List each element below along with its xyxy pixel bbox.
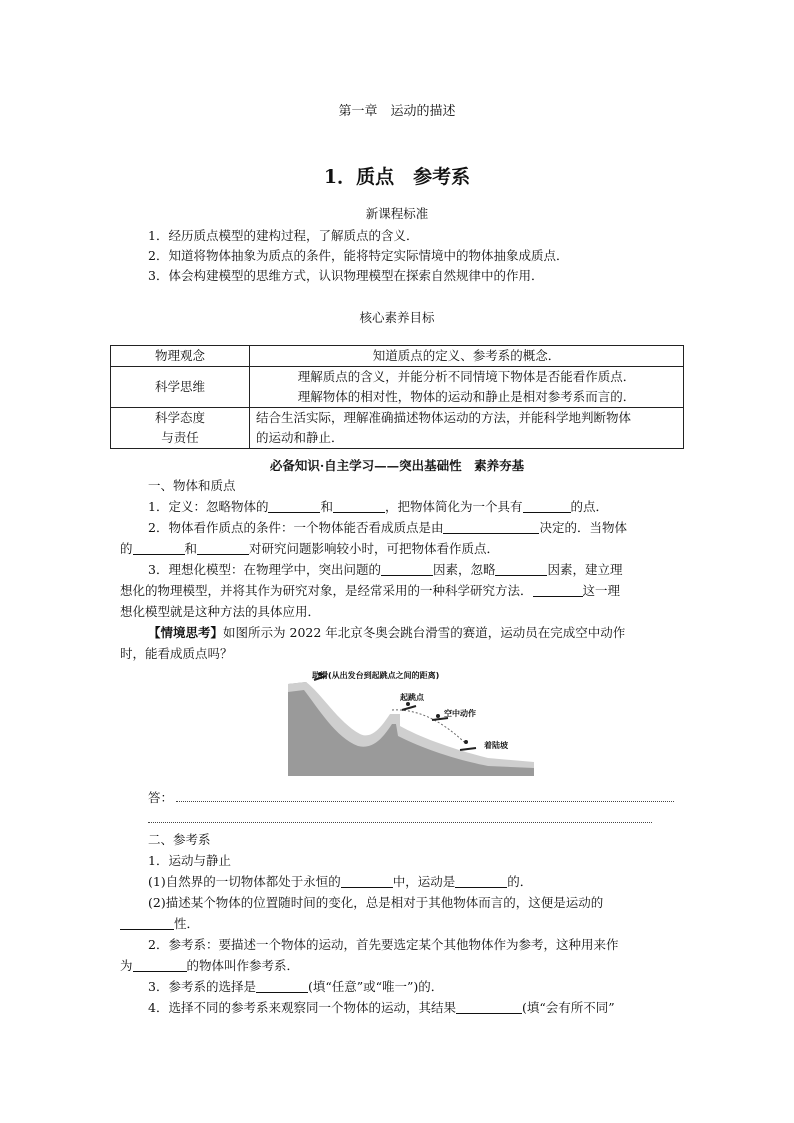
table-cell-key: 物理观念 bbox=[111, 346, 250, 367]
fill-blank[interactable] bbox=[495, 563, 547, 576]
text-line: 想化的物理模型，并将其作为研究对象，是经常采用的一种科学研究方法． 这一理 bbox=[120, 583, 621, 598]
fill-blank[interactable] bbox=[197, 542, 249, 555]
fill-blank[interactable] bbox=[381, 563, 433, 576]
fill-blank[interactable] bbox=[268, 500, 320, 513]
standard-item: 1．经历质点模型的建构过程，了解质点的含义． bbox=[148, 228, 419, 243]
standard-item: 2．知道将物体抽象为质点的条件，能将特定实际情境中的物体抽象成质点． bbox=[148, 248, 569, 263]
fill-blank[interactable] bbox=[455, 875, 507, 888]
core-goals-table bbox=[110, 345, 684, 449]
standards-heading: 新课程标准 bbox=[365, 206, 429, 221]
fill-blank[interactable] bbox=[443, 521, 539, 534]
text-line: (2)描述某个物体的位置随时间的变化，总是相对于其他物体而言的，这便是运动的 bbox=[148, 895, 604, 910]
text-line: 的 和 对研究问题影响较小时，可把物体看作质点． bbox=[120, 541, 500, 556]
table-cell-value: 知道质点的定义、参考系的概念． bbox=[250, 346, 684, 367]
standard-item: 3．体会构建模型的思维方式，认识物理模型在探索自然规律中的作用． bbox=[148, 268, 544, 283]
answer-line[interactable] bbox=[148, 822, 652, 823]
fill-blank[interactable] bbox=[120, 917, 174, 930]
fill-blank[interactable] bbox=[333, 500, 385, 513]
section-title: 1．质点 参考系 bbox=[323, 166, 471, 188]
table-row bbox=[111, 346, 684, 367]
text-line: 3．理想化模型：在物理学中，突出问题的 因素，忽略 因素，建立理 bbox=[148, 562, 623, 577]
text-line: 1．运动与静止 bbox=[148, 853, 231, 868]
cell-line: 结合生活实际，理解准确描述物体运动的方法，并能科学地判断物体 bbox=[256, 410, 632, 425]
fill-blank[interactable] bbox=[133, 959, 187, 972]
fill-blank[interactable] bbox=[133, 542, 185, 555]
fill-blank[interactable] bbox=[523, 500, 571, 513]
part2-heading: 二、参考系 bbox=[148, 832, 211, 847]
fill-blank[interactable] bbox=[341, 875, 393, 888]
scenario-tag: 【情境思考】 bbox=[148, 625, 224, 640]
cell-line: 的运动和静止． bbox=[256, 430, 344, 445]
text-line: 1．定义：忽略物体的 和 ，把物体简化为一个具有 的点． bbox=[148, 499, 609, 514]
answer-label: 答： bbox=[148, 790, 174, 805]
text-line: 4．选择不同的参考系来观察同一个物体的运动，其结果 (填“会有所不同” bbox=[148, 1000, 615, 1015]
chapter-title: 第一章 运动的描述 bbox=[338, 104, 456, 119]
text-line: 想化模型就是这种方法的具体应用． bbox=[120, 604, 321, 619]
cell-line: 科学态度 bbox=[154, 410, 205, 425]
label-air: 空中动作 bbox=[444, 709, 476, 718]
table-row bbox=[111, 367, 684, 408]
cell-line: 与责任 bbox=[161, 430, 199, 445]
answer-line[interactable] bbox=[176, 801, 674, 802]
section-banner: 必备知识·自主学习——突出基础性 素养夯基 bbox=[269, 458, 525, 473]
cell-line: 理解质点的含义，并能分析不同情境下物体是否能看作质点． bbox=[297, 369, 636, 384]
fill-blank[interactable] bbox=[456, 1001, 522, 1014]
cell-line: 理解物体的相对性，物体的运动和静止是相对参考系而言的． bbox=[297, 389, 636, 404]
text-line: 3．参考系的选择是 (填“任意”或“唯一”)的． bbox=[148, 979, 444, 994]
fill-blank[interactable] bbox=[533, 584, 583, 597]
core-heading: 核心素养目标 bbox=[359, 310, 435, 325]
table-cell-key: 科学思维 bbox=[111, 367, 250, 408]
label-approach: 助滑(从出发台到起跳点之间的距离) bbox=[312, 671, 440, 680]
table-cell-value bbox=[250, 367, 684, 408]
label-takeoff: 起跳点 bbox=[400, 693, 424, 702]
text-line: 2．参考系：要描述一个物体的运动，首先要选定某个其他物体作为参考，这种用来作 bbox=[148, 937, 619, 952]
part1-heading: 一、物体和质点 bbox=[148, 478, 236, 493]
text-line: 为 的物体叫作参考系． bbox=[120, 958, 300, 973]
table-cell-key bbox=[111, 408, 250, 449]
table-cell-value bbox=[250, 408, 684, 449]
label-landing: 着陆坡 bbox=[484, 741, 508, 750]
text-line: 2．物体看作质点的条件：一个物体能否看成质点是由 决定的．当物体 bbox=[148, 520, 627, 535]
ski-jump-figure bbox=[288, 664, 534, 776]
fill-blank[interactable] bbox=[256, 980, 308, 993]
text-line: 【情境思考】如图所示为 2022 年北京冬奥会跳台滑雪的赛道，运动员在完成空中动作 bbox=[148, 625, 626, 640]
text-line: 时，能看成质点吗？ bbox=[120, 646, 233, 661]
text-line: (1)自然界的一切物体都处于永恒的 中，运动是 的． bbox=[148, 874, 533, 889]
table-row bbox=[111, 408, 684, 449]
text-line: 性． bbox=[120, 914, 199, 932]
